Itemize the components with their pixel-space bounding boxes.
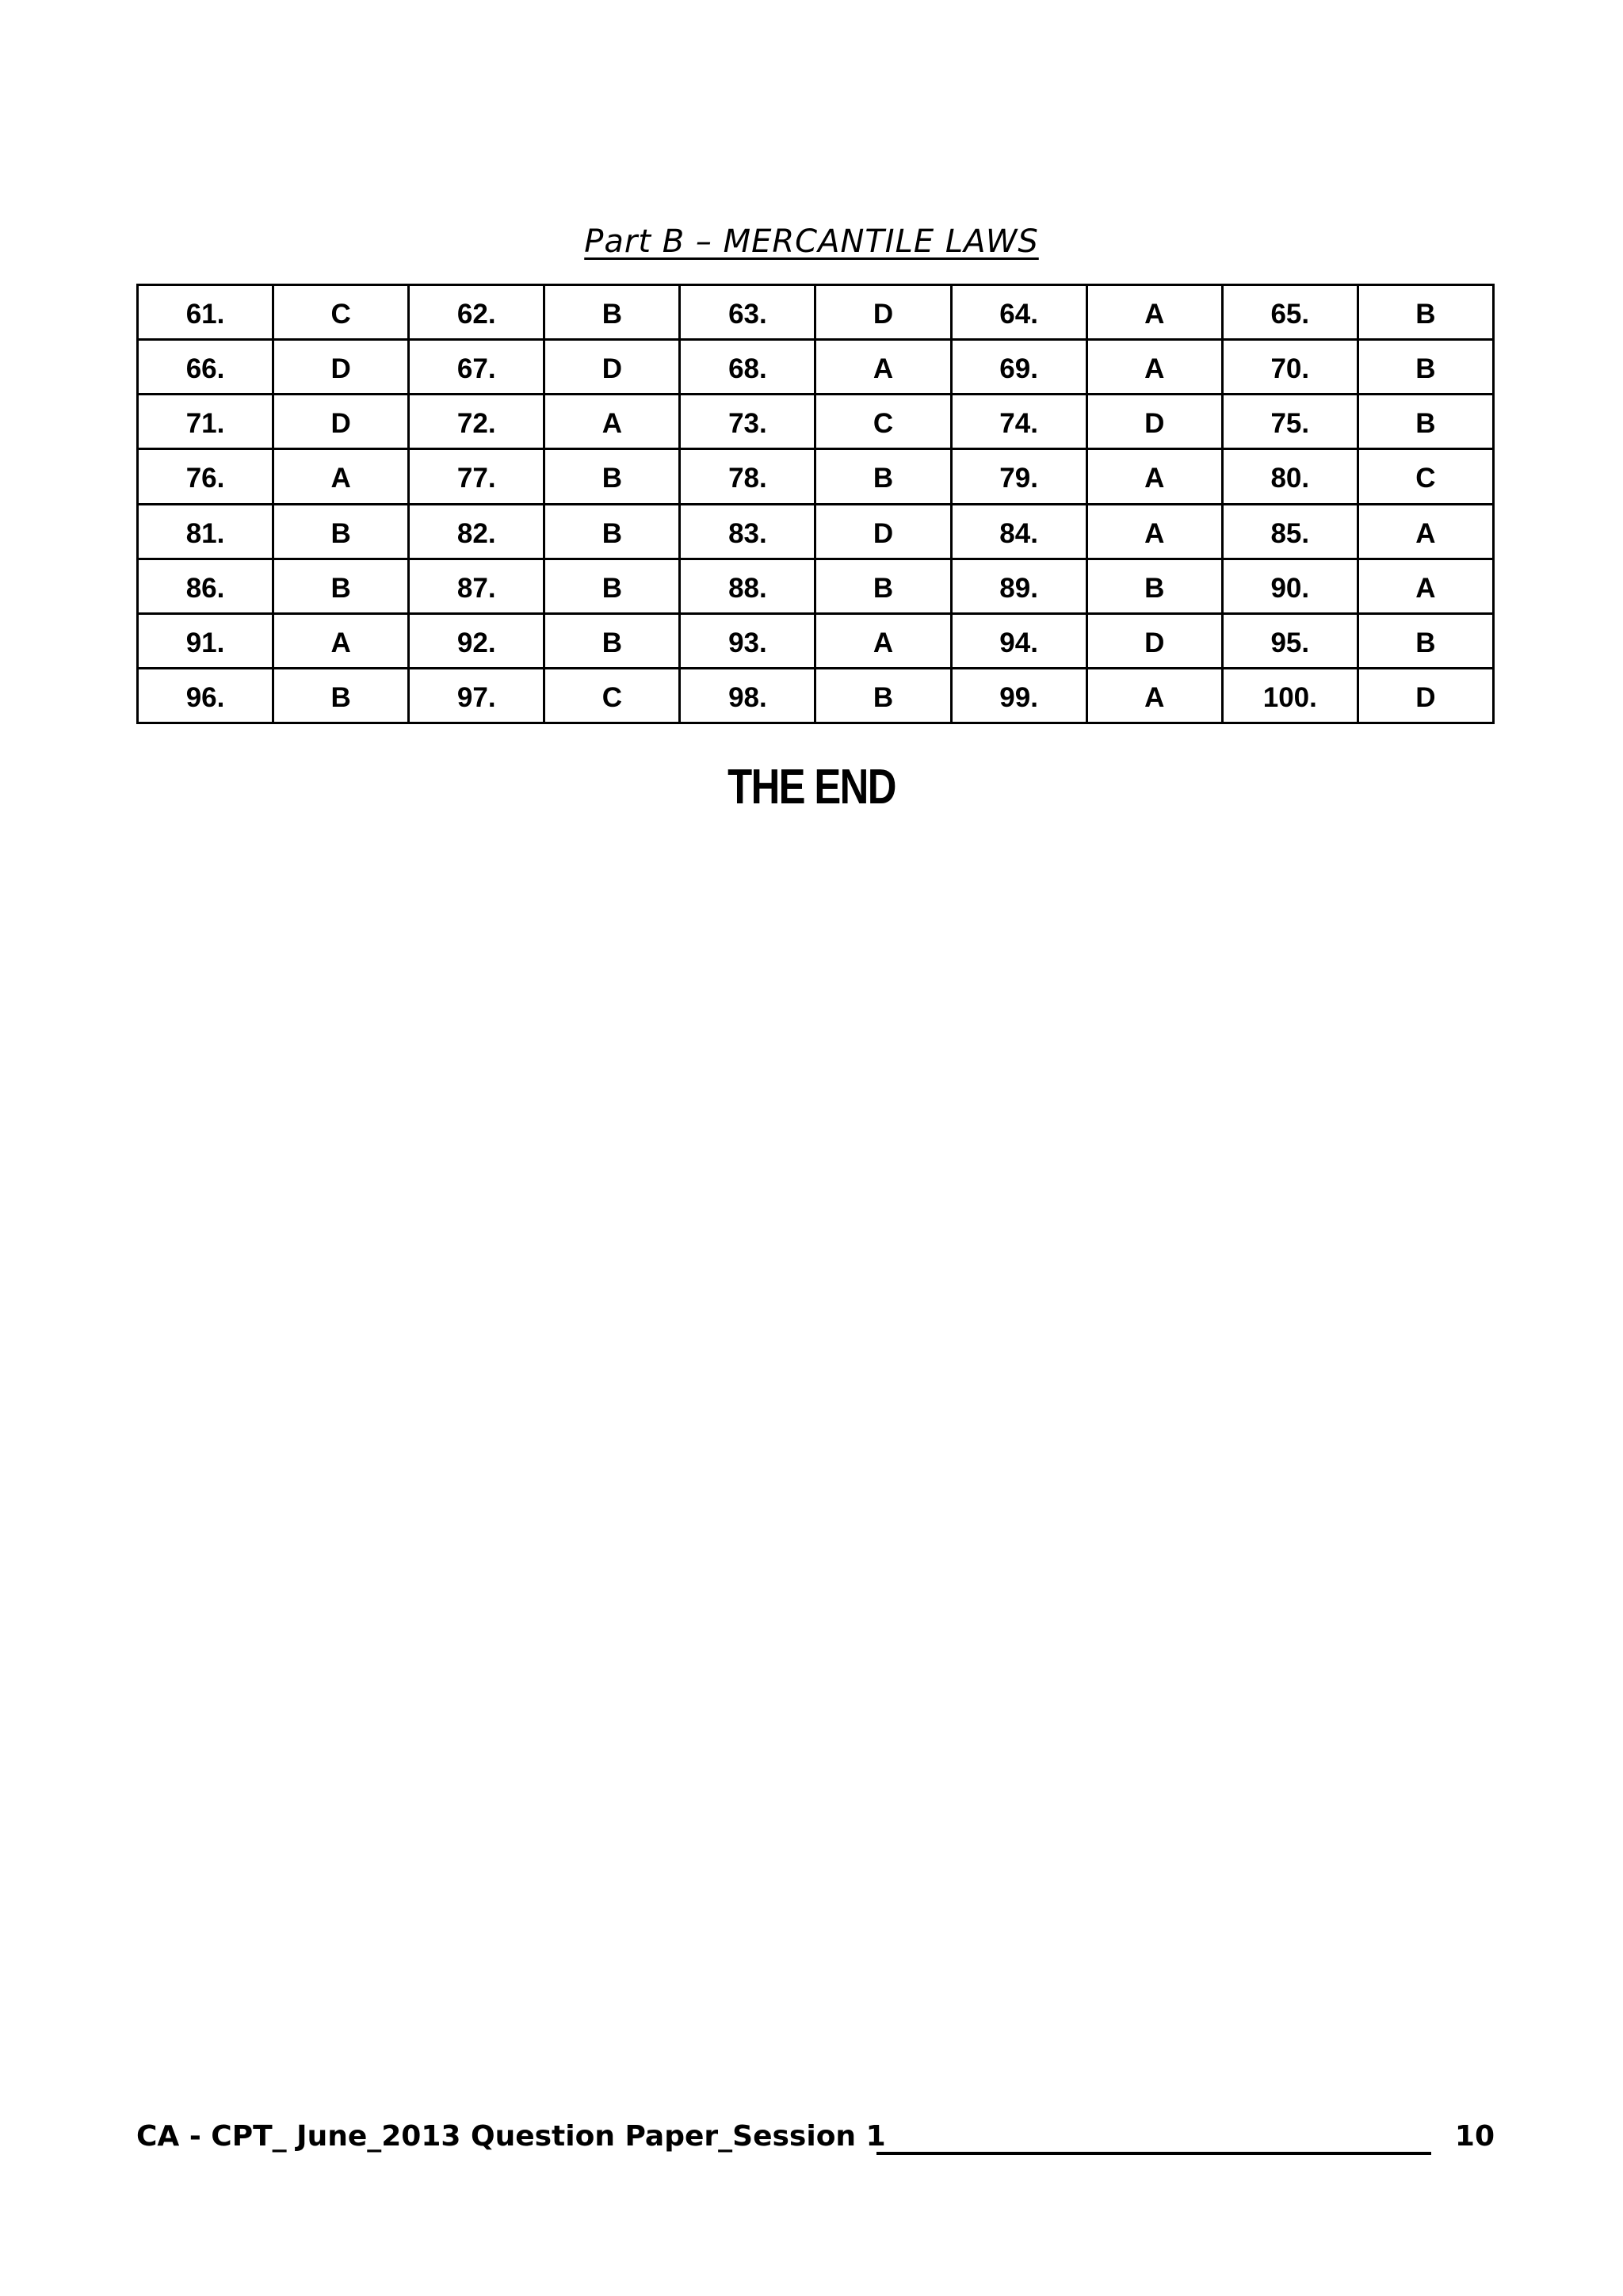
question-number-cell: 86. [138,559,273,613]
section-heading [0,223,1623,260]
answer-cell: A [1086,449,1222,504]
table-row [138,559,1494,613]
answer-cell: C [544,668,680,723]
answer-key-table [136,284,1495,724]
answer-cell: C [273,285,409,340]
question-number-cell: 62. [409,285,544,340]
table-row [138,668,1494,723]
question-number-cell: 61. [138,285,273,340]
table-row [138,613,1494,668]
answer-cell: D [1086,613,1222,668]
question-number-cell: 73. [680,395,815,449]
answer-cell: B [544,449,680,504]
answer-cell: B [544,285,680,340]
question-number-cell: 97. [409,668,544,723]
answer-cell: B [1086,559,1222,613]
answer-cell: B [273,559,409,613]
question-number-cell: 91. [138,613,273,668]
question-number-cell: 74. [951,395,1086,449]
answer-cell: A [1086,285,1222,340]
question-number-cell: 85. [1222,504,1358,559]
section-heading-text: Part B – MERCANTILE LAWS [584,223,1039,260]
footer-rule [876,2152,1431,2155]
answer-cell: D [815,504,951,559]
question-number-cell: 95. [1222,613,1358,668]
question-number-cell: 83. [680,504,815,559]
question-number-cell: 81. [138,504,273,559]
answer-cell: D [1086,395,1222,449]
table-row [138,285,1494,340]
question-number-cell: 67. [409,340,544,395]
answer-cell: B [815,668,951,723]
answer-cell: A [1086,504,1222,559]
question-number-cell: 76. [138,449,273,504]
question-number-cell: 96. [138,668,273,723]
question-number-cell: 71. [138,395,273,449]
question-number-cell: 66. [138,340,273,395]
question-number-cell: 98. [680,668,815,723]
question-number-cell: 99. [951,668,1086,723]
answer-cell: B [544,613,680,668]
answer-cell: D [544,340,680,395]
page-footer [136,2120,1495,2160]
answer-cell: C [1358,449,1493,504]
answer-cell: B [815,449,951,504]
answer-cell: D [273,395,409,449]
question-number-cell: 82. [409,504,544,559]
question-number-cell: 92. [409,613,544,668]
answer-cell: A [1358,504,1493,559]
question-number-cell: 100. [1222,668,1358,723]
answer-cell: A [815,613,951,668]
answer-cell: C [815,395,951,449]
end-marker: THE END [727,760,896,814]
question-number-cell: 78. [680,449,815,504]
answer-cell: D [815,285,951,340]
table-row [138,449,1494,504]
question-number-cell: 68. [680,340,815,395]
answer-cell: B [273,504,409,559]
question-number-cell: 87. [409,559,544,613]
question-number-cell: 89. [951,559,1086,613]
answer-cell: D [273,340,409,395]
table-row [138,340,1494,395]
question-number-cell: 80. [1222,449,1358,504]
question-number-cell: 93. [680,613,815,668]
footer-title: CA - CPT_ June_2013 Question Paper_Session 1 [136,2120,886,2153]
answer-cell: A [544,395,680,449]
answer-cell: D [1358,668,1493,723]
table-row [138,395,1494,449]
question-number-cell: 94. [951,613,1086,668]
answer-cell: A [273,613,409,668]
question-number-cell: 75. [1222,395,1358,449]
answer-cell: A [273,449,409,504]
answer-cell: B [544,504,680,559]
question-number-cell: 90. [1222,559,1358,613]
answer-cell: A [1086,668,1222,723]
answer-cell: B [1358,285,1493,340]
answer-cell: B [1358,340,1493,395]
answer-cell: B [544,559,680,613]
answer-cell: B [1358,395,1493,449]
question-number-cell: 84. [951,504,1086,559]
page-number: 10 [1454,2120,1495,2153]
answer-cell: B [815,559,951,613]
answer-cell: A [1086,340,1222,395]
question-number-cell: 63. [680,285,815,340]
question-number-cell: 88. [680,559,815,613]
question-number-cell: 77. [409,449,544,504]
answer-cell: B [1358,613,1493,668]
question-number-cell: 70. [1222,340,1358,395]
question-number-cell: 69. [951,340,1086,395]
question-number-cell: 79. [951,449,1086,504]
table-row [138,504,1494,559]
answer-cell: A [1358,559,1493,613]
answer-cell: A [815,340,951,395]
question-number-cell: 65. [1222,285,1358,340]
question-number-cell: 64. [951,285,1086,340]
answer-cell: B [273,668,409,723]
question-number-cell: 72. [409,395,544,449]
